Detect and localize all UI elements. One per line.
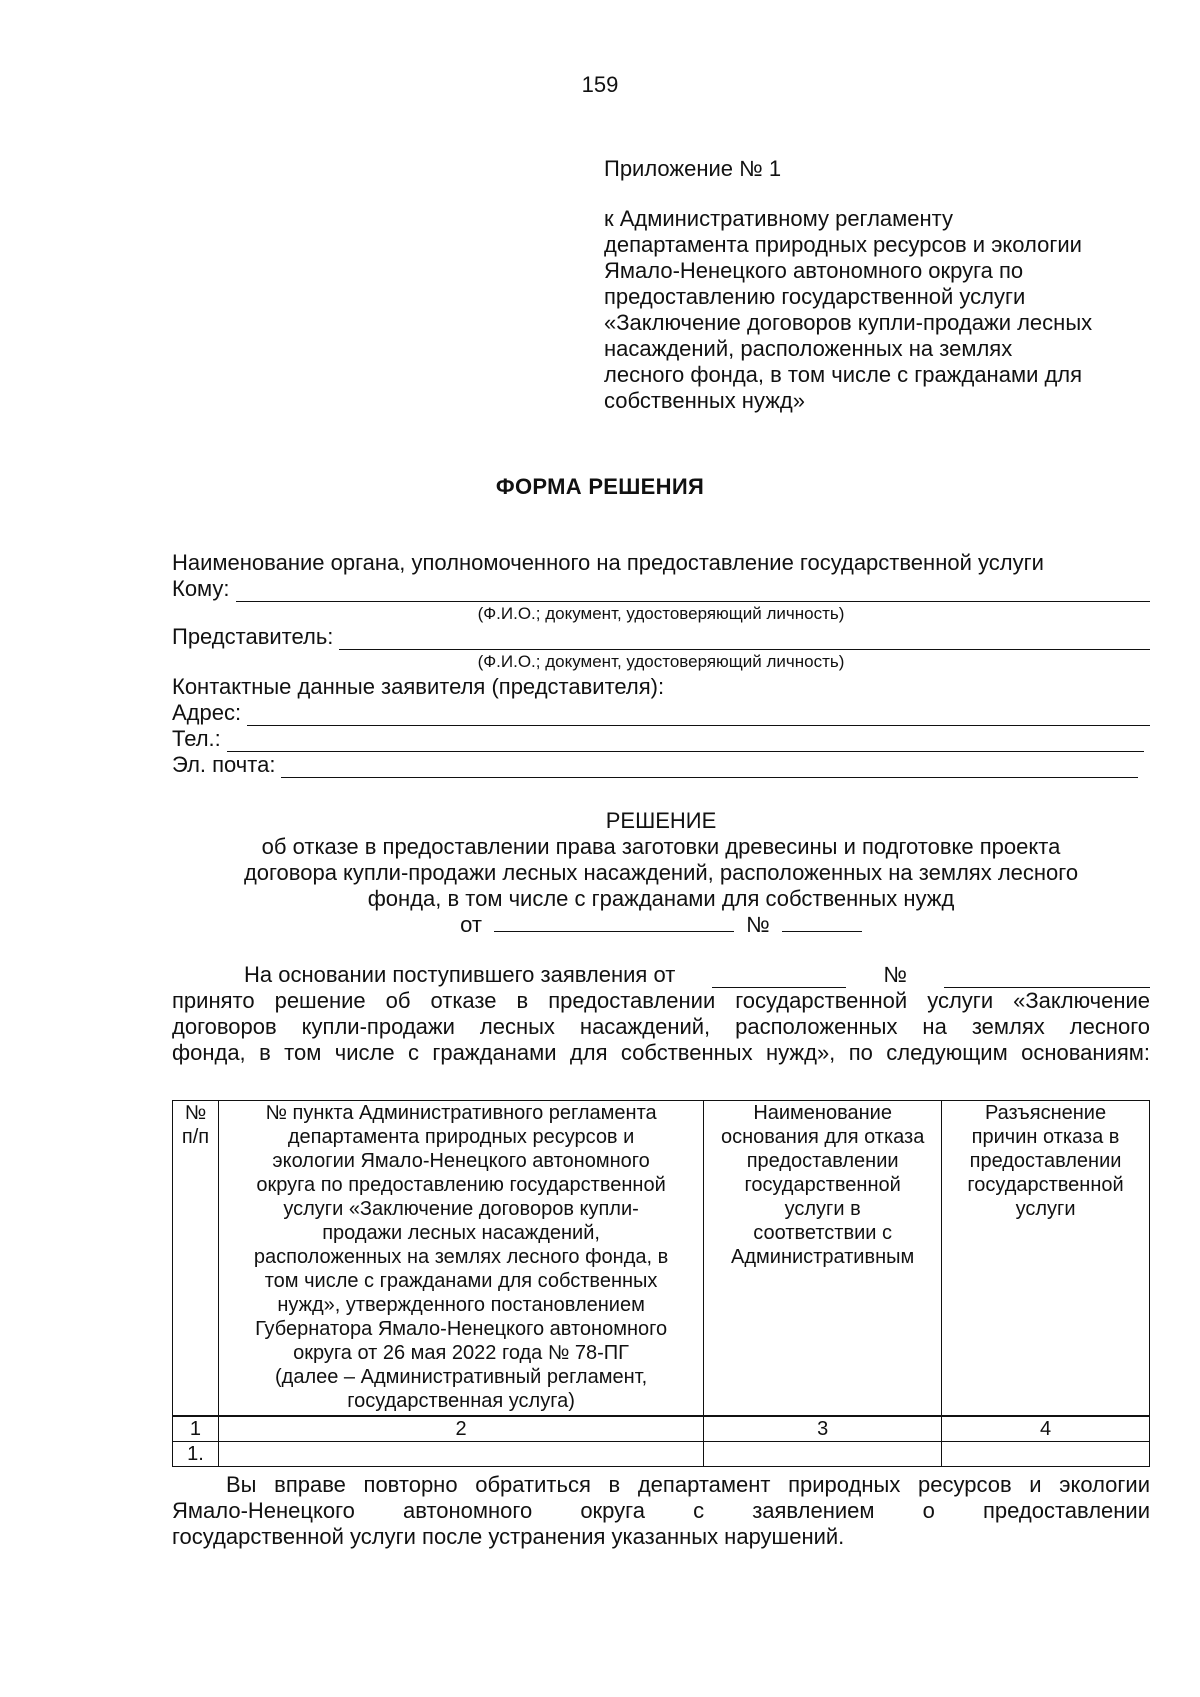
table-cell: 4 — [942, 1416, 1150, 1442]
header-number: № п/п — [173, 1101, 219, 1417]
appendix-line: Ямало-Ненецкого автономного округа по — [604, 258, 1024, 283]
grounds-table — [172, 1100, 1150, 1467]
to-field — [172, 576, 1150, 602]
organ-name-line — [172, 550, 1150, 576]
decision-from-label: от — [460, 912, 482, 937]
phone-blank-line[interactable] — [227, 732, 1144, 752]
basis-text: На основании поступившего заявления от — [244, 962, 676, 987]
email-blank-line[interactable] — [281, 758, 1138, 778]
decision-number-blank[interactable] — [782, 912, 862, 932]
email-field — [172, 752, 1150, 778]
paragraph-basis-first-line — [172, 962, 1150, 988]
table-cell[interactable] — [942, 1442, 1150, 1467]
phone-label: Тел.: — [172, 726, 221, 751]
organ-name-label: Наименование органа, уполномоченного на предоставление государственной услуги — [172, 550, 1044, 575]
to-hint: (Ф.И.О.; документ, удостоверяющий личность) — [477, 604, 845, 623]
table-cell: 2 — [218, 1416, 703, 1442]
representative-hint: (Ф.И.О.; документ, удостоверяющий личность) — [477, 652, 845, 671]
table-header-row — [173, 1101, 1150, 1417]
paragraph-line: государственной услуги после устранения указанных нарушений. — [172, 1524, 845, 1549]
appendix-line: предоставлению государственной услуги — [604, 284, 1026, 309]
table-cell[interactable] — [704, 1442, 942, 1467]
representative-blank-line[interactable] — [339, 630, 1150, 650]
paragraph-line: Ямало-Ненецкого автономного округа с заявлением о предоставлении — [172, 1498, 1150, 1523]
decision-heading: РЕШЕНИЕ — [605, 808, 717, 833]
header-refusal-ground: Наименование основания для отказа предоставлении государственной услуги в соответствии с Административным — [704, 1101, 942, 1417]
to-label: Кому: — [172, 576, 230, 601]
to-blank-line[interactable] — [236, 582, 1150, 602]
appendix-line: к Административному регламенту — [604, 206, 954, 231]
appendix-text — [604, 206, 1164, 414]
paragraph-line: фонда, в том числе с гражданами для собственных нужд», по следующим основаниям: — [172, 1040, 1150, 1065]
appendix-line: лесного фонда, в том числе с гражданами для — [604, 362, 1083, 387]
table-cell[interactable] — [218, 1442, 703, 1467]
table-row — [173, 1442, 1150, 1467]
header-regulation-clause: № пункта Административного регламента департамента природных ресурсов и экологии Ямало-Ненецкого автономного округа по предоставлению государственной услуги «Заключение договоров купли- продажи лесных насаждений, расположенных на землях лесного фонда, в том числе с гражданами для собственных нужд», утвержденного постановлением Губернатора Ямало-Ненецкого автономного округа от 26 мая 2022 года № 78-ПГ (далее – Административный регламент, государственная услуга) — [218, 1101, 703, 1417]
contacts-line — [172, 674, 1150, 700]
page-number: 159 — [581, 72, 619, 97]
decision-no-label: № — [746, 912, 770, 937]
phone-field — [172, 726, 1150, 752]
basis-date-blank[interactable] — [712, 968, 846, 988]
table-cell: 1 — [173, 1416, 219, 1442]
appendix-line: «Заключение договоров купли-продажи лесных — [604, 310, 1093, 335]
basis-no-label: № — [883, 962, 907, 987]
appendix-line: собственных нужд» — [604, 388, 805, 413]
decision-date-blank[interactable] — [494, 912, 734, 932]
appendix-line: департамента природных ресурсов и экологии — [604, 232, 1082, 257]
form-title: ФОРМА РЕШЕНИЯ — [495, 474, 705, 499]
address-blank-line[interactable] — [247, 706, 1150, 726]
appendix-title: Приложение № 1 — [604, 156, 782, 181]
header-refusal-explanation: Разъяснение причин отказа в предоставлении государственной услуги — [942, 1101, 1150, 1417]
table-cell: 1. — [173, 1442, 219, 1467]
address-field — [172, 700, 1150, 726]
decision-line: об отказе в предоставлении права заготовки древесины и подготовке проекта — [261, 834, 1061, 859]
decision-line: договора купли-продажи лесных насаждений, расположенных на землях лесного — [243, 860, 1079, 885]
paragraph-basis — [172, 962, 1150, 1066]
appendix-line: насаждений, расположенных на землях — [604, 336, 1013, 361]
email-label: Эл. почта: — [172, 752, 276, 777]
paragraph-line: Вы вправе повторно обратиться в департамент природных ресурсов и экологии — [226, 1472, 1150, 1497]
paragraph-line: договоров купли-продажи лесных насаждений, расположенных на землях лесного — [172, 1014, 1150, 1039]
representative-label: Представитель: — [172, 624, 334, 649]
table-cell: 3 — [704, 1416, 942, 1442]
contacts-label: Контактные данные заявителя (представителя): — [172, 674, 665, 699]
basis-number-blank[interactable] — [944, 968, 1150, 988]
table-number-row — [173, 1416, 1150, 1442]
representative-field — [172, 624, 1150, 650]
decision-line: фонда, в том числе с гражданами для собственных нужд — [367, 886, 955, 911]
address-label: Адрес: — [172, 700, 242, 725]
decision-date-number — [172, 912, 1150, 938]
paragraph-reapply — [172, 1472, 1150, 1550]
paragraph-line: принято решение об отказе в предоставлении государственной услуги «Заключение — [172, 988, 1150, 1013]
